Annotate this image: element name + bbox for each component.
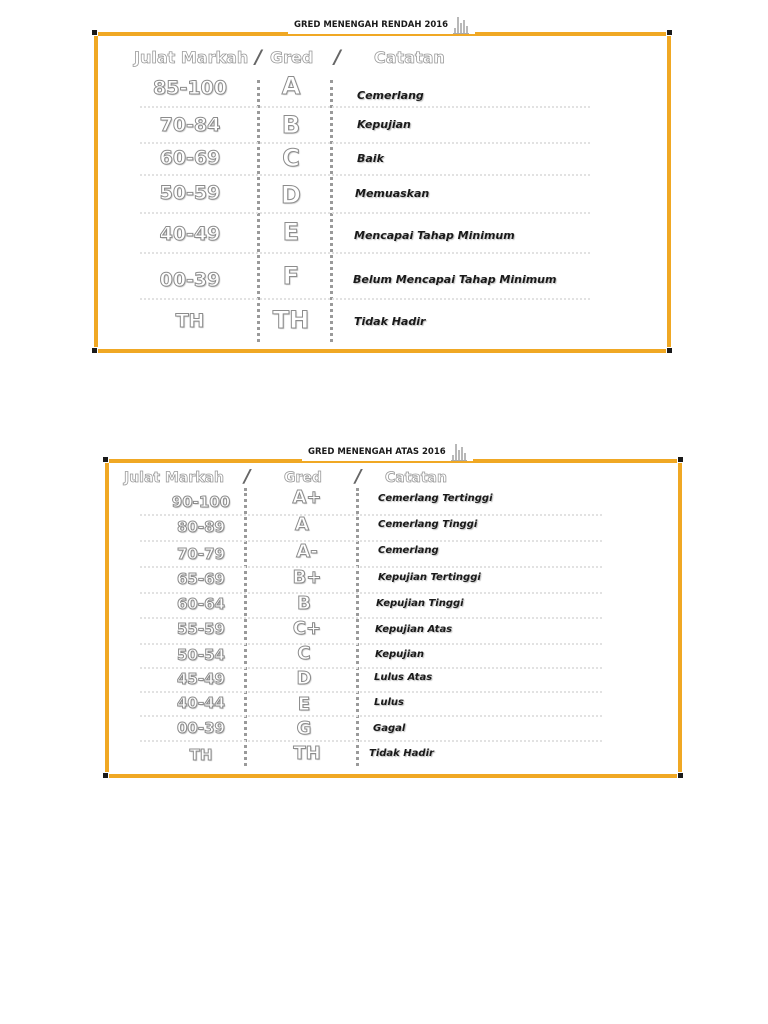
row-separator (140, 643, 602, 645)
upper-row-2-range: 80-89 (177, 518, 225, 536)
upper-row-9-grade: E (297, 694, 311, 715)
header-gred: Gred (284, 470, 322, 486)
column-divider (244, 488, 247, 766)
upper-row-3-note: Cemerlang (378, 545, 439, 556)
upper-row-10-grade: G (296, 718, 312, 739)
lower-row-2-grade: B (281, 111, 301, 139)
corner-handle-icon (666, 29, 673, 36)
row-separator (140, 740, 602, 742)
lower-row-2-note: Kepujian (357, 118, 411, 131)
row-separator (140, 106, 590, 108)
row-separator (140, 212, 590, 214)
corner-handle-icon (102, 772, 109, 779)
row-separator (140, 617, 602, 619)
corner-handle-icon (91, 29, 98, 36)
upper-row-2-grade: A (295, 514, 309, 535)
header-separator: / (244, 466, 251, 487)
upper-row-11-grade: TH (293, 743, 321, 764)
header-separator: / (355, 466, 362, 487)
upper-row-7-range: 50-54 (177, 646, 225, 664)
upper-title-text: GRED MENENGAH ATAS 2016 (308, 447, 446, 457)
row-separator (140, 514, 602, 516)
upper-row-5-range: 60-64 (177, 595, 225, 613)
upper-row-6-range: 55-59 (177, 620, 225, 638)
upper-row-5-note: Kepujian Tinggi (376, 598, 464, 609)
upper-row-11-note: Tidak Hadir (369, 748, 434, 759)
row-separator (140, 174, 590, 176)
lower-table-title (288, 16, 475, 34)
row-separator (140, 252, 590, 254)
corner-handle-icon (677, 772, 684, 779)
upper-row-4-range: 65-69 (177, 570, 225, 588)
upper-row-6-note: Kepujian Atas (375, 624, 453, 635)
upper-row-6-grade: C+ (292, 618, 322, 639)
corner-handle-icon (666, 347, 673, 354)
upper-row-1-range: 90-100 (171, 493, 231, 511)
upper-row-10-note: Gagal (373, 723, 406, 734)
lower-row-1-range: 85-100 (153, 77, 227, 99)
lower-row-1-note: Cemerlang (357, 89, 424, 102)
upper-row-5-grade: B (297, 593, 311, 614)
upper-row-2-note: Cemerlang Tinggi (378, 519, 478, 530)
row-separator (140, 142, 590, 144)
corner-handle-icon (677, 456, 684, 463)
upper-row-3-grade: A- (296, 541, 318, 562)
lower-row-7-note: Tidak Hadir (354, 315, 426, 328)
row-separator (140, 715, 602, 717)
upper-row-1-note: Cemerlang Tertinggi (378, 493, 493, 504)
upper-row-4-note: Kepujian Tertinggi (378, 572, 481, 583)
upper-row-10-range: 00-39 (177, 719, 225, 737)
upper-row-7-note: Kepujian (375, 649, 424, 660)
column-divider (257, 80, 260, 342)
lower-row-4-range: 50-59 (159, 182, 221, 204)
row-separator (140, 667, 602, 669)
upper-row-3-range: 70-79 (177, 545, 225, 563)
lower-row-7-range: TH (175, 310, 205, 332)
lower-row-5-grade: E (282, 218, 300, 246)
header-separator: / (334, 46, 341, 68)
lower-row-6-note: Belum Mencapai Tahap Minimum (353, 273, 557, 286)
header-separator: / (255, 46, 262, 68)
lower-row-5-range: 40-49 (159, 223, 221, 245)
header-catatan: Catatan (385, 470, 447, 486)
upper-row-11-range: TH (189, 746, 213, 764)
lower-row-2-range: 70-84 (159, 114, 221, 136)
header-gred: Gred (270, 48, 314, 67)
upper-row-7-grade: C (297, 643, 311, 664)
row-separator (140, 592, 602, 594)
upper-table-title (302, 443, 473, 461)
row-separator (140, 566, 602, 568)
row-separator (140, 298, 590, 300)
header-julat-markah: Julat Markah (134, 48, 249, 67)
lower-row-6-grade: F (282, 262, 300, 290)
lower-row-3-note: Baik (357, 152, 384, 165)
bar-chart-icon (453, 16, 469, 34)
lower-row-6-range: 00-39 (159, 269, 221, 291)
lower-row-7-grade: TH (272, 306, 310, 334)
lower-row-3-range: 60-69 (159, 147, 221, 169)
bar-chart-icon (451, 443, 467, 461)
lower-title-text: GRED MENENGAH RENDAH 2016 (294, 20, 449, 30)
upper-row-9-note: Lulus (374, 697, 404, 708)
row-separator (140, 540, 602, 542)
lower-row-5-note: Mencapai Tahap Minimum (354, 229, 515, 242)
column-divider (330, 80, 333, 342)
lower-row-1-grade: A (281, 72, 301, 100)
header-julat-markah: Julat Markah (124, 470, 224, 486)
header-catatan: Catatan (374, 48, 445, 67)
column-divider (356, 488, 359, 766)
corner-handle-icon (102, 456, 109, 463)
row-separator (140, 691, 602, 693)
lower-row-3-grade: C (282, 144, 300, 172)
lower-row-4-grade: D (281, 181, 301, 209)
upper-row-8-grade: D (296, 668, 312, 689)
lower-row-4-note: Memuaskan (355, 187, 430, 200)
upper-row-8-range: 45-49 (177, 670, 225, 688)
upper-row-4-grade: B+ (292, 567, 322, 588)
upper-row-1-grade: A+ (292, 487, 322, 508)
corner-handle-icon (91, 347, 98, 354)
upper-row-9-range: 40-44 (177, 694, 225, 712)
upper-row-8-note: Lulus Atas (374, 672, 433, 683)
